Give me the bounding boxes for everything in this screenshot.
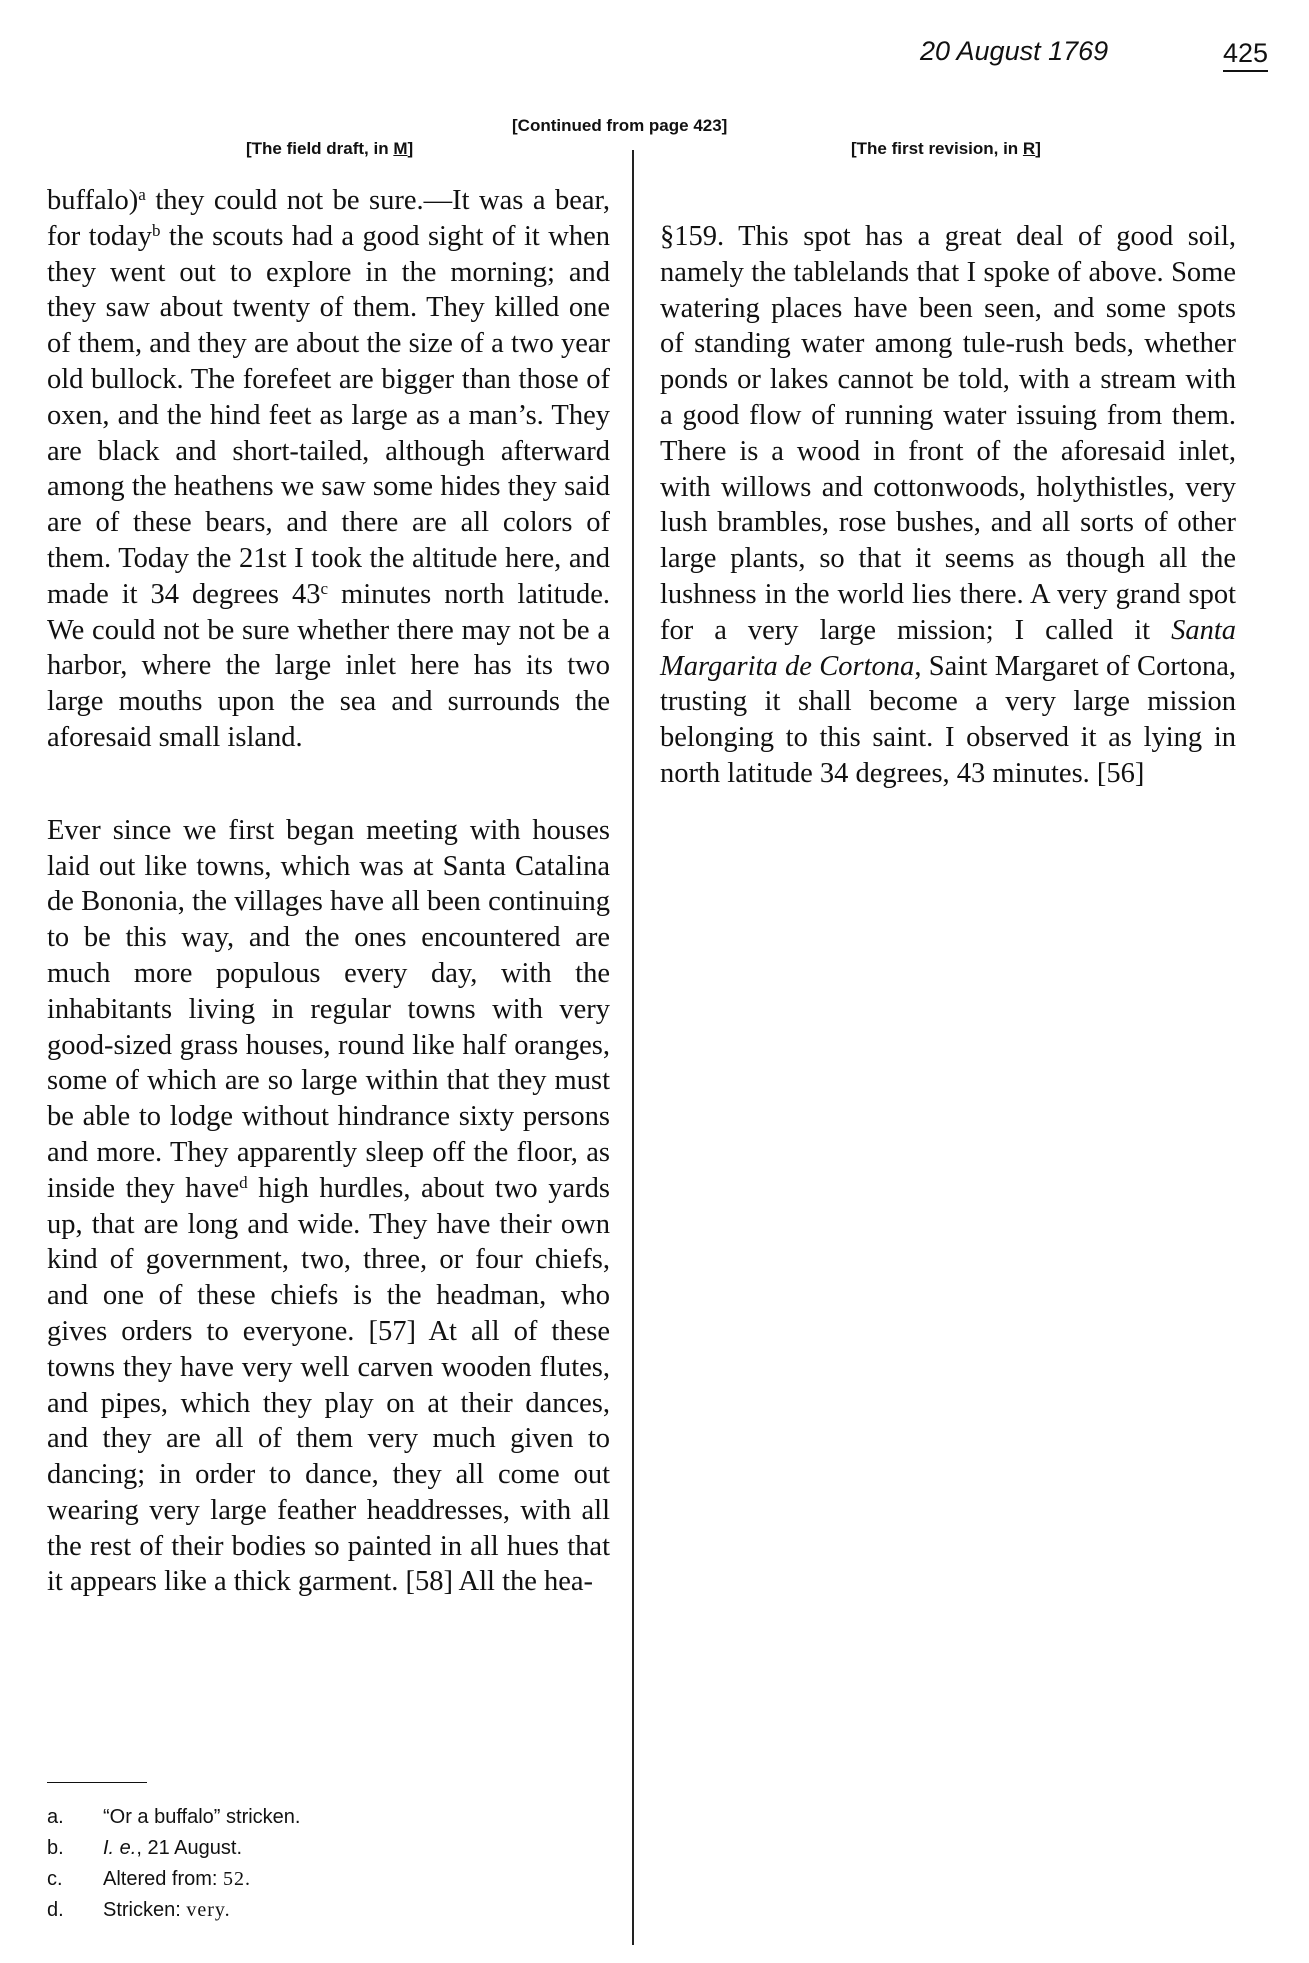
footnote-b <box>47 1833 300 1864</box>
continued-header: [Continued from page 423] <box>512 116 728 135</box>
first-revision-column <box>660 219 1236 792</box>
footnote-text <box>103 1899 231 1922</box>
footnotes <box>47 1802 300 1926</box>
running-head <box>920 36 1290 76</box>
page-number: 425 <box>1223 36 1268 72</box>
column-divider <box>632 150 634 1945</box>
footnote-text <box>103 1868 251 1891</box>
footnote-a <box>47 1802 300 1833</box>
footnote-text <box>103 1837 242 1860</box>
footnote-value: very. <box>186 1899 231 1921</box>
running-head-date: 20 August 1769 <box>920 36 1109 66</box>
first-revision-header-code: R <box>1022 139 1036 158</box>
footnote-mark: a. <box>47 1806 64 1828</box>
footnote-value: 52. <box>223 1868 252 1890</box>
footnote-text-lead: Stricken: <box>103 1899 187 1921</box>
place-name: Santa Margarita de Cortona <box>660 614 1236 682</box>
field-draft-header-code: M <box>393 139 408 158</box>
footnote-d <box>47 1895 300 1926</box>
footnote-rule <box>47 1782 147 1783</box>
first-revision-header-prefix: [The first revision, in <box>851 139 1023 158</box>
footnote-mark: c. <box>47 1868 63 1890</box>
footnote-italic: I. e. <box>103 1837 137 1859</box>
footnote-mark: d. <box>47 1899 64 1921</box>
text-run: , Saint Margaret of Cortona, trusting it shall become a very large mission belonging to this saint. I observed it as lying in north latitude 34 degrees, 43 minutes. [56] <box>660 650 1236 789</box>
footnote-c <box>47 1864 300 1895</box>
field-draft-paragraph-2 <box>47 813 610 1601</box>
footnote-text: “Or a buffalo” stricken. <box>103 1806 301 1828</box>
field-draft-header-prefix: [The field draft, in <box>246 139 394 158</box>
text-run: they could not be sure.—It was a bear, for today <box>47 185 610 252</box>
footnote-marker-c: c <box>320 578 329 598</box>
footnote-marker-a: a <box>138 185 146 204</box>
field-draft-header-suffix: ] <box>407 139 414 158</box>
text-run: §159. This spot has a great deal of good soil, namely the tablelands that I spoke of above. Some watering places have been seen, and some spots of standing water among tule-rush beds, whether ponds or lakes cannot be told, with a stream with a good flow of running water issuing from them. There is a wood in front of the aforesaid inlet, with willows and cottonwoods, holythistles, very lush brambles, rose bushes, and all sorts of other large plants, so that it seems as though all the lushness in the world lies there. A very grand spot for a very large mission; I called it <box>660 221 1236 646</box>
footnote-marker-d: d <box>239 1172 248 1192</box>
first-revision-paragraph <box>660 219 1236 792</box>
field-draft-column <box>47 183 610 1600</box>
text-run: Ever since we first began meeting with houses laid out like towns, which was at Santa Catalina de Bononia, the villages have all been continuing to be this way, and the ones encountered are much more populous every day, with the inhabitants living in regular towns with very good-sized grass houses, round like half oranges, some of which are so large within that they must be able to lodge without hindrance sixty persons and more. They apparently sleep off the floor, as inside they have <box>47 814 610 1204</box>
first-revision-header <box>851 139 1041 159</box>
field-draft-paragraph-1 <box>47 183 610 756</box>
text-run: the scouts had a good sight of it when they went out to explore in the morning; and they saw about twenty of them. They killed one of them, and they are about the size of a two year old bullock. The forefeet are bigger than those of oxen, and the hind feet as large as a man’s. They are black and short-tailed, although afterward among the heathens we saw some hides they said are of these bears, and there are all colors of them. Today the 21st I took the altitude here, and made it 34 degrees 43 <box>47 220 610 610</box>
footnote-text-lead: Altered from: <box>103 1868 224 1890</box>
text-run: buffalo) <box>47 185 139 216</box>
field-draft-header <box>246 139 413 159</box>
text-run: high hurdles, about two yards up, that are long and wide. They have their own kind of government, two, three, or four chiefs, and one of these chiefs is the headman, who gives orders to everyone. [57] At all of these towns they have very well carven wooden flutes, and pipes, which they play on at their dances, and they are all of them very much given to dancing; in order to dance, they all come out wearing very large feather headdresses, with all the rest of their bodies so painted in all hues that it appears like a thick garment. [58] All the hea- <box>47 1172 610 1598</box>
footnote-mark: b. <box>47 1837 64 1859</box>
first-revision-header-suffix: ] <box>1035 139 1041 158</box>
text-run: minutes north latitude. We could not be sure whether there may not be a harbor, where the large inlet here has its two large mouths upon the sea and surrounds the aforesaid small island. <box>47 578 610 753</box>
footnote-marker-b: b <box>151 220 161 240</box>
footnote-text-rest: , 21 August. <box>136 1837 242 1859</box>
